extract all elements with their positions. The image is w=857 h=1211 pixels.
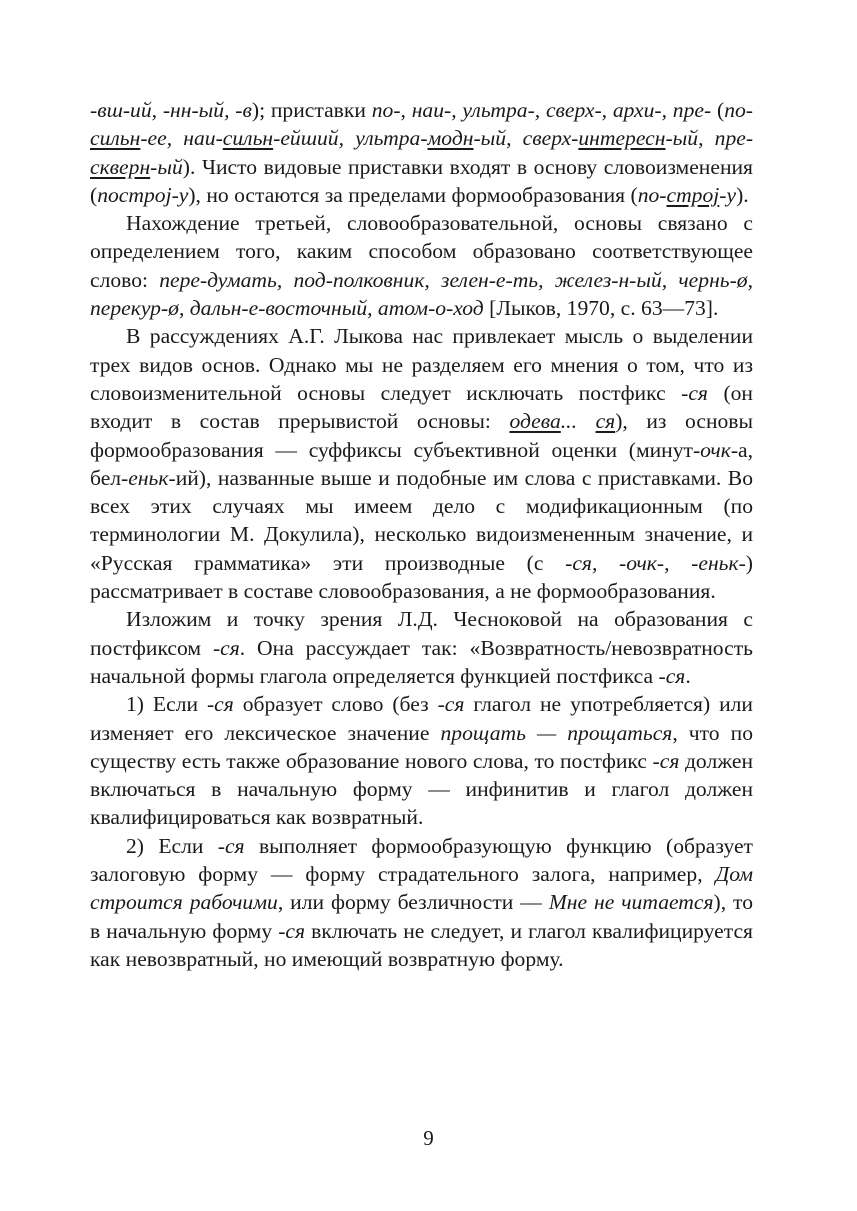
text-run: -ся [212, 635, 240, 660]
text-run: ся [595, 409, 616, 434]
text-run: [Лыков, 1970, с. 63—73]. [483, 296, 719, 321]
text-run: строj [666, 182, 720, 207]
text-run: ). [736, 182, 749, 207]
text-run: включать не следует, и глагол квалифицируется как невозвратный, но имеющий возвратную форму. [90, 918, 753, 971]
text-run: скверн [90, 154, 151, 179]
text-run: В рассуждениях А.Г. Лыкова нас привлекает мысль о выделении трех видов основ. Однако мы не разделяем его мнения о том, что из словоизменительной основы следует исключать постфикс [90, 324, 753, 405]
text-run: ); приставки [251, 98, 372, 122]
text-run: -ся [206, 692, 234, 717]
text-run: -ый, сверх- [473, 126, 579, 151]
text-run: одева [509, 409, 561, 434]
text-run: -ся [681, 380, 708, 405]
paragraph-2 [90, 209, 753, 322]
page-number: 9 [423, 1126, 434, 1150]
text-run: Нахождение третьей, словообразовательной, основы связано с определением того, каким способом образовано соответствующее слово: [90, 211, 753, 292]
text-run: -ся, -очк-, -еньк- [565, 550, 746, 575]
text-run: ( [711, 98, 725, 122]
text-run: Мне не читается [548, 890, 714, 915]
text-run: 2) Если [126, 833, 218, 858]
text-run: сильн [90, 126, 141, 151]
paragraph-3 [90, 322, 753, 605]
page-body [90, 96, 753, 973]
paragraph-4 [90, 605, 753, 690]
text-run: -ее, наи- [140, 126, 223, 151]
text-run: -ся [658, 663, 686, 688]
paragraph-5 [90, 690, 753, 831]
text-run: ), но остаются за пределами формообразования ( [188, 182, 638, 207]
text-run: -у [719, 182, 737, 207]
text-run: ... [560, 409, 596, 434]
text-run: Изложим и точку зрения Л.Д. Чесноковой на образования с постфиксом [90, 607, 753, 660]
paragraph-1 [90, 96, 753, 209]
text-run: Дом строится рабочими [90, 862, 753, 915]
text-run: (он входит в состав прерывистой основы: [90, 380, 753, 434]
text-run: -ейший, ультра- [273, 126, 428, 151]
text-run: по- [637, 182, 667, 207]
text-run: -ся [278, 918, 306, 943]
paragraph-6 [90, 832, 753, 973]
text-run: -ый [150, 154, 183, 179]
text-run: по-, наи-, ультра-, сверх-, архи-, пре- [371, 98, 712, 122]
text-run: -ий), названные выше и подобные им слова с приставками. Во всех этих случаях мы имеем дело с модификационным (по терминологии М. Докулила), несколько видоизмененным значение, и «Русская грамматика» эти производные (с [90, 465, 753, 575]
text-run: -а, бел- [90, 437, 753, 490]
text-run: еньк [128, 465, 169, 490]
text-run: интересн [578, 126, 666, 151]
text-run: -вш-ий, -нн-ый, -в [90, 98, 252, 122]
text-run: ). Чисто видовые приставки входят в основу словоизменения ( [90, 154, 753, 207]
text-run: . [685, 663, 691, 688]
text-run: , что по существу есть также образование нового слова, то постфикс [90, 720, 754, 773]
text-run: ), из основы формообразования — суффиксы субъективной оценки (минут- [90, 409, 753, 462]
text-run: образует слово (без [233, 692, 438, 717]
text-run: -ся [217, 833, 245, 858]
text-run: -ый, пре- [665, 126, 754, 151]
text-run: ) рассматривает в составе словообразования, а не формообразования. [90, 550, 753, 604]
text-run: , или форму безличности — [277, 890, 549, 915]
text-run: ), то в начальную форму [90, 890, 753, 943]
text-run: очк [700, 437, 731, 462]
text-run: 1) Если [126, 692, 207, 717]
text-run: -ся [652, 748, 680, 773]
text-run: . Она рассуждает так: «Возвратность/невозвратность начальной формы глагола определяется функцией постфикса [90, 635, 753, 688]
text-run: выполняет формообразующую функцию (образует залоговую форму — форму страдательного залога, например, [90, 833, 753, 887]
text-run: должен включаться в начальную форму — инфинитив и глагол должен квалифицироваться как возвратный. [90, 748, 753, 830]
text-run: -ся [437, 692, 465, 717]
text-run: построj-у [97, 182, 189, 207]
text-run: глагол не употребляется) или изменяет его лексическое значение [90, 692, 753, 745]
text-run: пере-думать, под-полковник, зелен-е-ть, желез-н-ый, чернь-ø, перекур-ø, дальн-е-восточный, атом-о-ход [90, 267, 753, 321]
text-run: прощать — прощаться [440, 720, 673, 745]
text-run: модн [427, 126, 474, 151]
text-run: сильн [222, 126, 274, 151]
text-run: по- [724, 98, 753, 122]
